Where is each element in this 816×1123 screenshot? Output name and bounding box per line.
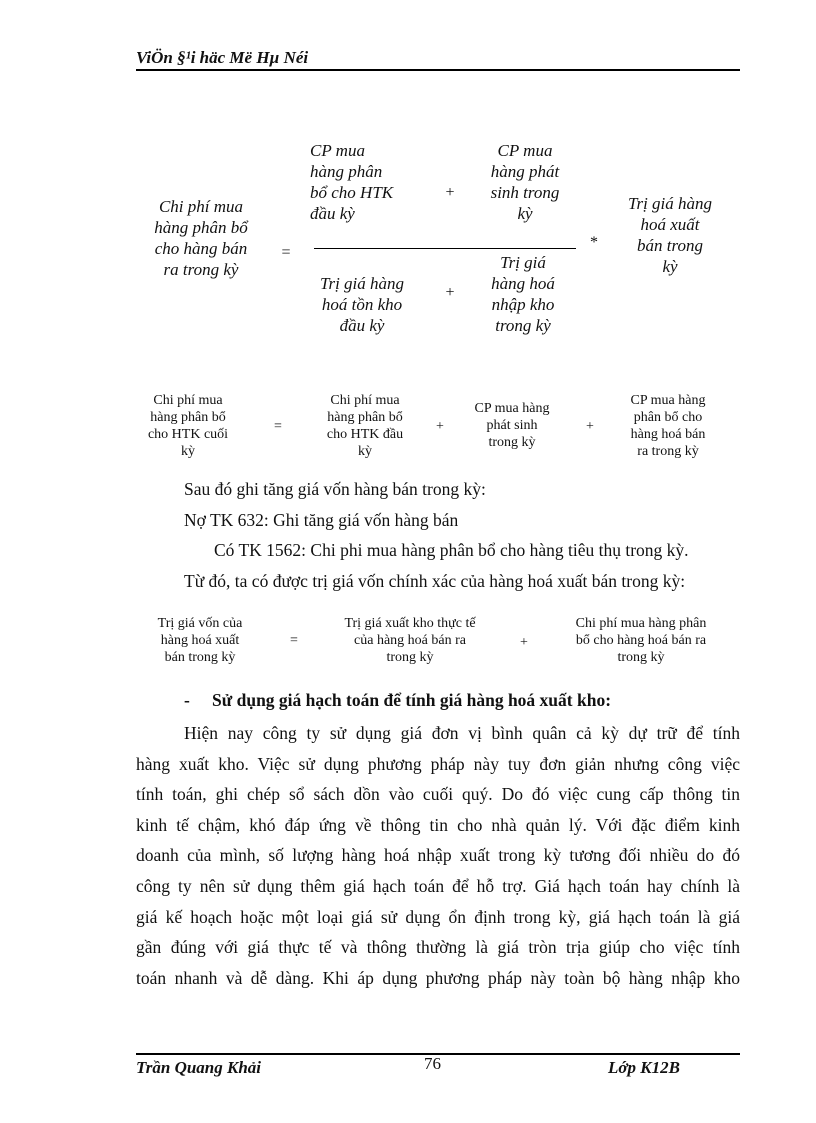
formula1-numerator-b: CP mua hàng phát sinh trong kỳ [490,141,560,223]
formula1-rhs: Trị giá hàng hoá xuất bán trong kỳ [627,194,713,276]
formula1-denominator-plus: + [445,284,455,301]
formula2-d: CP mua hàng phân bổ cho hàng hoá bán ra trong kỳ [630,393,706,459]
formula1-denominator-b: Trị giá hàng hoá nhập kho trong kỳ [491,253,555,335]
paragraph-line: tính toán, ghi chép sổ sách dồn vào cuối quý. Do đó việc cung cấp thông tin [136,784,740,805]
page-header-title: ViÖn §¹i häc Më Hµ Néi [136,48,309,67]
formula1-lhs: Chi phí mua hàng phân bổ cho hàng bán ra trong kỳ [154,197,248,279]
paragraph-line: toán nhanh và dễ dàng. Khi áp dụng phương pháp này toàn bộ hàng nhập kho [136,967,740,988]
formula3-equals: = [290,633,298,648]
formula1-equals: = [281,244,291,261]
formula1-denominator-a: Trị giá hàng hoá tồn kho đầu kỳ [319,274,405,335]
paragraph-line: doanh của mình, số lượng hàng hoá nhập xuất trong kỳ tương đối nhiều do đó [136,845,740,866]
footer-author: Trần Quang Khải [136,1058,262,1077]
formula1-fraction-bar [314,248,576,249]
text-line-4: Từ đó, ta có được trị giá vốn chính xác của hàng hoá xuất bán trong kỳ: [184,571,686,591]
paragraph-line: giá kế hoạch hoặc một loại giá sử dụng ổn định trong kỳ, giá hạch toán là giá [136,906,740,927]
section-dash: - [184,690,190,710]
formula2-equals: = [274,419,282,434]
formula2-c: CP mua hàng phát sinh trong kỳ [474,401,550,450]
text-line-1: Sau đó ghi tăng giá vốn hàng bán trong kỳ: [184,479,486,499]
page-number: 76 [424,1054,441,1073]
formula3-b: Trị giá xuất kho thực tế của hàng hoá bán ra trong kỳ [344,616,476,665]
section-heading: Sử dụng giá hạch toán để tính giá hàng hoá xuất kho: [212,690,612,710]
formula1-times: * [590,234,598,251]
formula2-plus-1: + [436,419,444,434]
formula2-plus-2: + [586,419,594,434]
body-paragraph [136,718,740,993]
paragraph-line: Hiện nay công ty sử dụng giá đơn vị bình quân cả kỳ dự trữ để tính [184,723,740,743]
footer-class: Lớp K12B [608,1058,680,1077]
formula3-plus: + [520,635,528,650]
paragraph-line: gần đúng với giá thực tế và thông thường là giá tròn trịa giúp cho việc tính [136,937,740,958]
text-line-2: Nợ TK 632: Ghi tăng giá vốn hàng bán [184,510,459,530]
formula2-b: Chi phí mua hàng phân bổ cho HTK đầu kỳ [326,393,404,459]
paragraph-line: công ty nên sử dụng thêm giá hạch toán để hỗ trợ. Giá hạch toán hay chính là [136,875,740,896]
header-rule [136,69,740,71]
formula2-a: Chi phí mua hàng phân bổ cho HTK cuối kỳ [147,393,229,459]
formula1-numerator-plus: + [445,184,455,201]
formula3-c: Chi phí mua hàng phân bổ cho hàng hoá bán ra trong kỳ [575,616,707,665]
paragraph-line: hàng xuất kho. Việc sử dụng phương pháp này tuy đơn giản nhưng công việc [136,753,740,774]
formula3-a: Trị giá vốn của hàng hoá xuất bán trong kỳ [157,616,243,665]
formula1-numerator-a: CP mua hàng phân bổ cho HTK đầu kỳ [310,141,394,223]
paragraph-line: kinh tế chậm, khó đáp ứng về thông tin cho nhà quản lý. Với đặc điểm kinh [136,814,740,835]
text-line-3: Có TK 1562: Chi phi mua hàng phân bổ cho hàng tiêu thụ trong kỳ. [214,540,689,560]
